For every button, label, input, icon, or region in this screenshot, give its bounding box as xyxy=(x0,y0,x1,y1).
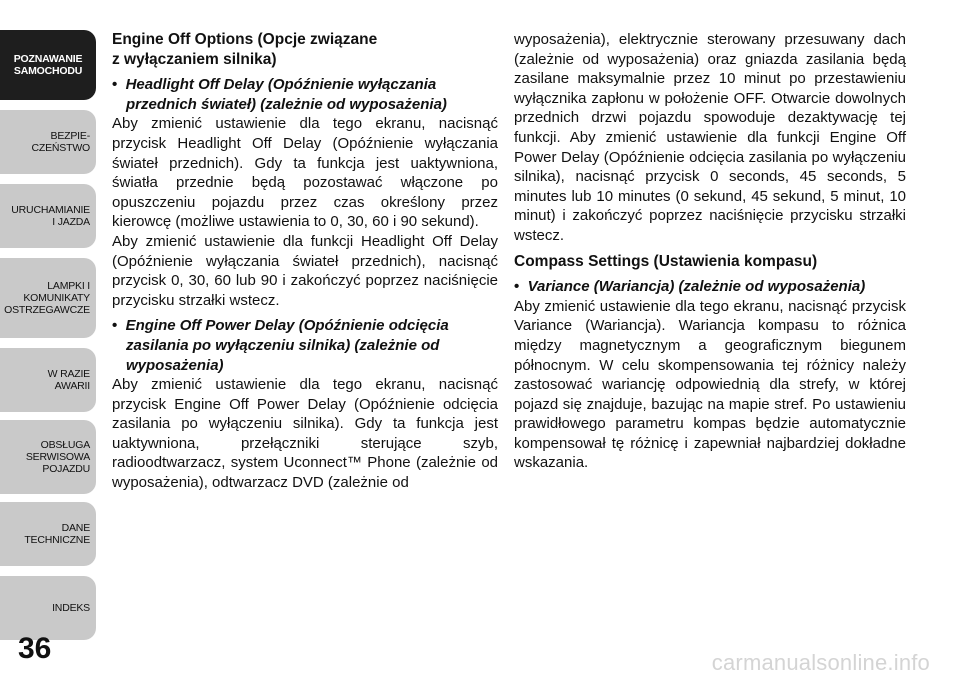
bullet-title: Headlight Off Delay (Opóźnienie wyłączania przednich świateł) (zależnie od wyposażenia) xyxy=(125,76,447,113)
section-heading xyxy=(112,30,498,69)
paragraph-power-delay-cont: wyposażenia), elektrycznie sterowany przesuwany dach (zależnie od wyposażenia) oraz gniazda zasilania będą zasilane maksymalnie przez 10 minut po przestawieniu wyłącznika zapłonu w położenie OFF. Otwarcie dowolnych przednich drzwi pojazdu spowoduje dezaktywację tej funkcji. Aby zmienić ustawienie dla funkcji Engine Off Power Delay (Opóźnienie odcięcia zasilania po wyłączeniu silnika), nacisnąć przycisk 0 seconds, 45 seconds, 5 minutes lub 10 minutes (0 sekund, 45 sekund, 5 minut, 10 minut) i zakończyć poprzez naciśnięcie przycisku strzałki wstecz. xyxy=(514,31,906,244)
bullet-title: Variance (Wariancja) (zależnie od wyposażenia) xyxy=(527,278,866,296)
tab-dane-techniczne[interactable]: DANE TECHNICZNE xyxy=(0,502,96,566)
heading-line-2: z wyłączaniem silnika) xyxy=(112,50,277,68)
paragraph-power-delay: Aby zmienić ustawienie dla tego ekranu, nacisnąć przycisk Engine Off Power Delay (Opóźnienie odcięcia zasilania po wyłączeniu silnika). Gdy ta funkcja jest uaktywniona, przełączniki sterujące szyb, radioodtwarzacz, system Uconnect™ Phone (zależnie od wyposażenia), odtwarzacz DVD (zależnie od xyxy=(112,376,498,492)
tab-bezpieczenstwo[interactable]: BEZPIE- CZEŃSTWO xyxy=(0,110,96,174)
tab-lampki-i-komunikaty[interactable]: LAMPKI I KOMUNIKATY OSTRZEGAWCZE xyxy=(0,258,96,338)
page-number: 36 xyxy=(18,632,52,665)
tab-poznawanie-samochodu[interactable]: POZNAWANIE SAMOCHODU xyxy=(0,30,96,100)
tab-w-razie-awarii[interactable]: W RAZIE AWARII xyxy=(0,348,96,412)
compass-heading: Compass Settings (Ustawienia kompasu) xyxy=(514,252,818,270)
bullet-headlight-off-delay: • Headlight Off Delay (Opóźnienie wyłączania przednich świateł) (zależnie od wyposażenia) xyxy=(112,76,447,113)
tab-obsluga-serwisowa[interactable]: OBSŁUGA SERWISOWA POJAZDU xyxy=(0,420,96,494)
right-column xyxy=(514,30,906,473)
bullet-engine-off-power-delay: • Engine Off Power Delay (Opóźnienie odcięcia zasilania po wyłączeniu silnika) (zależnie od wyposażenia) xyxy=(112,317,449,374)
heading-line-1: Engine Off Options (Opcje związane xyxy=(112,31,378,48)
bullet-variance: • Variance (Wariancja) (zależnie od wyposażenia) xyxy=(514,278,866,296)
paragraph-variance: Aby zmienić ustawienie dla tego ekranu, nacisnąć przycisk Variance (Wariancja). Wariancja kompasu to różnica między magnetycznym a geograficznym biegunem północnym. W celu skompensowania tej różnicy należy zastosować wariancję odpowiednią dla strefy, w której pojazd się znajduje, bazując na mapie stref. Po ustawieniu prawidłowego parametru kompas będzie automatycznie kompensował tę różnicę i zapewniał najbardziej dokładne wskazania. xyxy=(514,297,906,472)
paragraph-headlight-1: Aby zmienić ustawienie dla tego ekranu, nacisnąć przycisk Headlight Off Delay (Opóźnienie wyłączania świateł przednich). Gdy ta funkcja jest uaktywniona, światła przednie będą pozostawać włączone po opuszczeniu pojazdu przez czas określony przez kierowcę (możliwe ustawienia to 0, 30, 60 i 90 sekund). xyxy=(112,115,498,231)
tab-uruchamianie-i-jazda[interactable]: URUCHAMIANIE I JAZDA xyxy=(0,184,96,248)
tab-indeks[interactable]: INDEKS xyxy=(0,576,96,640)
bullet-title: Engine Off Power Delay (Opóźnienie odcięcia zasilania po wyłączeniu silnika) (zależnie od wyposażenia) xyxy=(125,317,449,374)
paragraph-headlight-2: Aby zmienić ustawienie dla funkcji Headlight Off Delay (Opóźnienie wyłączania świateł przednich), nacisnąć przycisk 0, 30, 60 lub 90 i zakończyć poprzez naciśnięcie przycisku strzałki wstecz. xyxy=(112,232,498,309)
left-column xyxy=(112,30,498,493)
watermark: carmanualsonline.info xyxy=(711,650,930,675)
